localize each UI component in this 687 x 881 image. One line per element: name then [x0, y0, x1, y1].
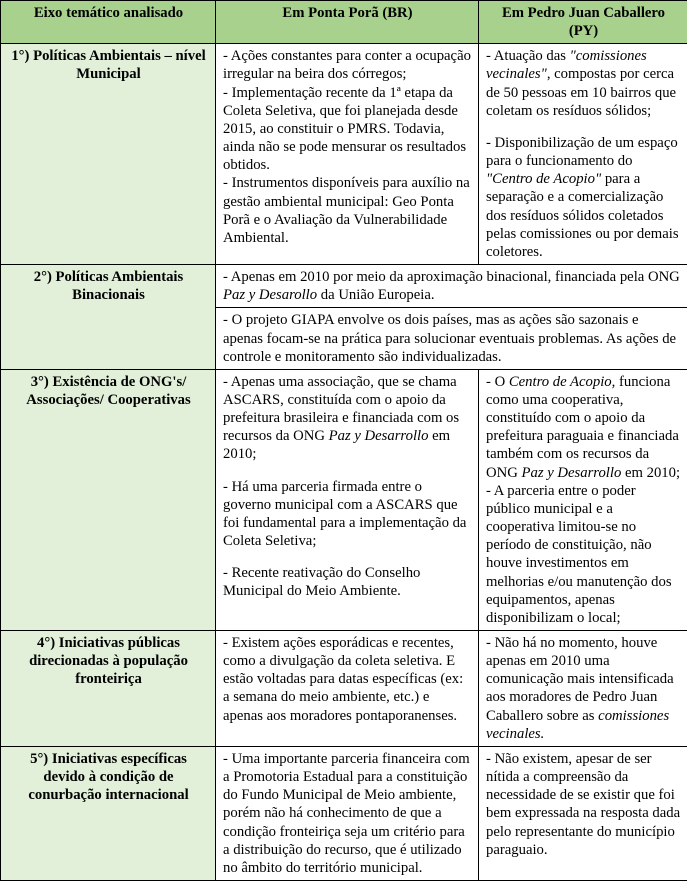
inner-row — [216, 265, 687, 308]
paragraph — [486, 634, 681, 743]
text-part: - Não há no momento, houve apenas em 2010 uma comunicação mais intensificada aos moradores de Pedro Juan Caballero sobre as — [486, 635, 674, 724]
cell-py-3 — [479, 369, 687, 630]
text-part: em 2010; — [621, 465, 680, 481]
header-cell-ponta-pora: Em Ponta Porã (BR) — [216, 1, 479, 44]
cell-py-5 — [479, 746, 687, 880]
paragraph: - Recente reativação do Conselho Municipal do Meio Ambiente. — [223, 564, 472, 600]
cell-py-1 — [479, 44, 687, 265]
cell-py-4 — [479, 631, 687, 747]
paragraph: - A parceria entre o poder público municipal e a cooperativa limitou-se no período de constituição, não houve investimentos em melhorias e/ou manutenção dos equipamentos, apenas disponibilizam o local; — [486, 482, 681, 627]
table-header — [1, 1, 687, 44]
paragraph: - Não existem, apesar de ser nítida a compreensão da necessidade de se existir que foi bem expressada na resposta dada pelo representante do município paraguaio. — [486, 750, 681, 859]
paragraph — [223, 373, 472, 464]
text-italic: Paz y Desarrollo — [522, 465, 622, 481]
text-part: - O — [486, 374, 509, 390]
paragraph: - Há uma parceria firmada entre o governo municipal com a ASCARS que foi fundamental para a implementação da Coleta Seletiva; — [223, 478, 472, 551]
inner-row — [216, 308, 687, 369]
header-row — [1, 1, 687, 44]
table-row — [1, 44, 687, 265]
axis-label-1: 1°) Políticas Ambientais – nível Municipal — [1, 44, 216, 265]
cell-br-3 — [216, 369, 479, 630]
text-part: para a separação e a comercialização dos resíduos sólidos coletados pelas comissiones ou por demais coletores. — [486, 171, 679, 260]
text-part: em 2010; — [223, 428, 450, 462]
paragraph: - Uma importante parceria financeira com a Promotoria Estadual para a constituição do Fundo Municipal de Meio ambiente, porém não há conhecimento de que a condição fronteiriça seja um critério para a distribuição do recurso, que é utilizado no âmbito do território municipal. — [223, 750, 472, 877]
paragraph: - Ações constantes para conter a ocupação irregular na beira dos córregos; — [223, 47, 472, 83]
table-row — [1, 746, 687, 880]
text-part: - Apenas uma associação, que se chama ASCARS, constituída com o apoio da prefeitura brasileira e financiada com os recursos da ONG — [223, 374, 459, 444]
cell-merged-2 — [216, 265, 687, 370]
axis-label-5: 5°) Iniciativas específicas devido à condição de conurbação internacional — [1, 746, 216, 880]
text-italic: Centro de Acopio, — [509, 374, 615, 390]
axis-label-4: 4°) Iniciativas públicas direcionadas à população fronteiriça — [1, 631, 216, 747]
axis-label-2: 2°) Políticas Ambientais Binacionais — [1, 265, 216, 370]
paragraph: - Implementação recente da 1ª etapa da Coleta Seletiva, que foi planejada desde 2015, ao constituir o PMRS. Todavia, ainda não se pode mensurar os resultados obtidos. — [223, 84, 472, 175]
cell-merged-2-part1 — [216, 265, 687, 308]
text-part: - Apenas em 2010 por meio da aproximação binacional, financiada pela ONG — [223, 269, 680, 285]
cell-merged-2-part2: - O projeto GIAPA envolve os dois países, mas as ações são sazonais e apenas focam-se na prática para solucionar eventuais problemas. As ações de controle e monitoramento são individualizadas. — [216, 308, 687, 369]
inner-table — [216, 265, 687, 369]
text-part: funciona como uma cooperativa, constituído com o apoio da prefeitura paraguaia e financiada também com os recursos da ONG — [486, 374, 679, 481]
paragraph — [486, 373, 681, 482]
table-body — [1, 44, 687, 881]
cell-br-1 — [216, 44, 479, 265]
text-italic: Paz y Desarollo — [223, 287, 317, 303]
text-part: da União Europeia. — [317, 287, 434, 303]
table-row — [1, 631, 687, 747]
text-italic: comissiones vecinales. — [486, 708, 669, 742]
paragraph — [486, 47, 681, 120]
header-cell-axis: Eixo temático analisado — [1, 1, 216, 44]
header-cell-pedro-juan-caballero: Em Pedro Juan Caballero (PY) — [479, 1, 687, 44]
table-row — [1, 369, 687, 630]
text-italic: "Centro de Acopio" — [486, 171, 601, 187]
text-italic: Paz y Desarrollo — [329, 428, 429, 444]
paragraph: - Existem ações esporádicas e recentes, como a divulgação da coleta seletiva. E estão voltadas para datas específicas (ex: a semana do meio ambiente, etc.) e apenas aos moradores pontaporanenses. — [223, 634, 472, 725]
paragraph — [486, 134, 681, 261]
text-italic: "comissiones vecinales" — [486, 48, 647, 82]
cell-br-4 — [216, 631, 479, 747]
paragraph: - Instrumentos disponíveis para auxílio na gestão ambiental municipal: Geo Ponta Porã e o Avaliação da Vulnerabilidade Ambiental. — [223, 174, 472, 247]
text-part: , compostas por cerca de 50 pessoas em 10 bairros que coletam os resíduos sólidos; — [486, 66, 676, 118]
table-row — [1, 265, 687, 370]
axis-label-3: 3°) Existência de ONG's/ Associações/ Cooperativas — [1, 369, 216, 630]
text-part: - Atuação das — [486, 48, 570, 64]
text-part: - Disponibilização de um espaço para o funcionamento do — [486, 135, 678, 169]
cell-br-5 — [216, 746, 479, 880]
